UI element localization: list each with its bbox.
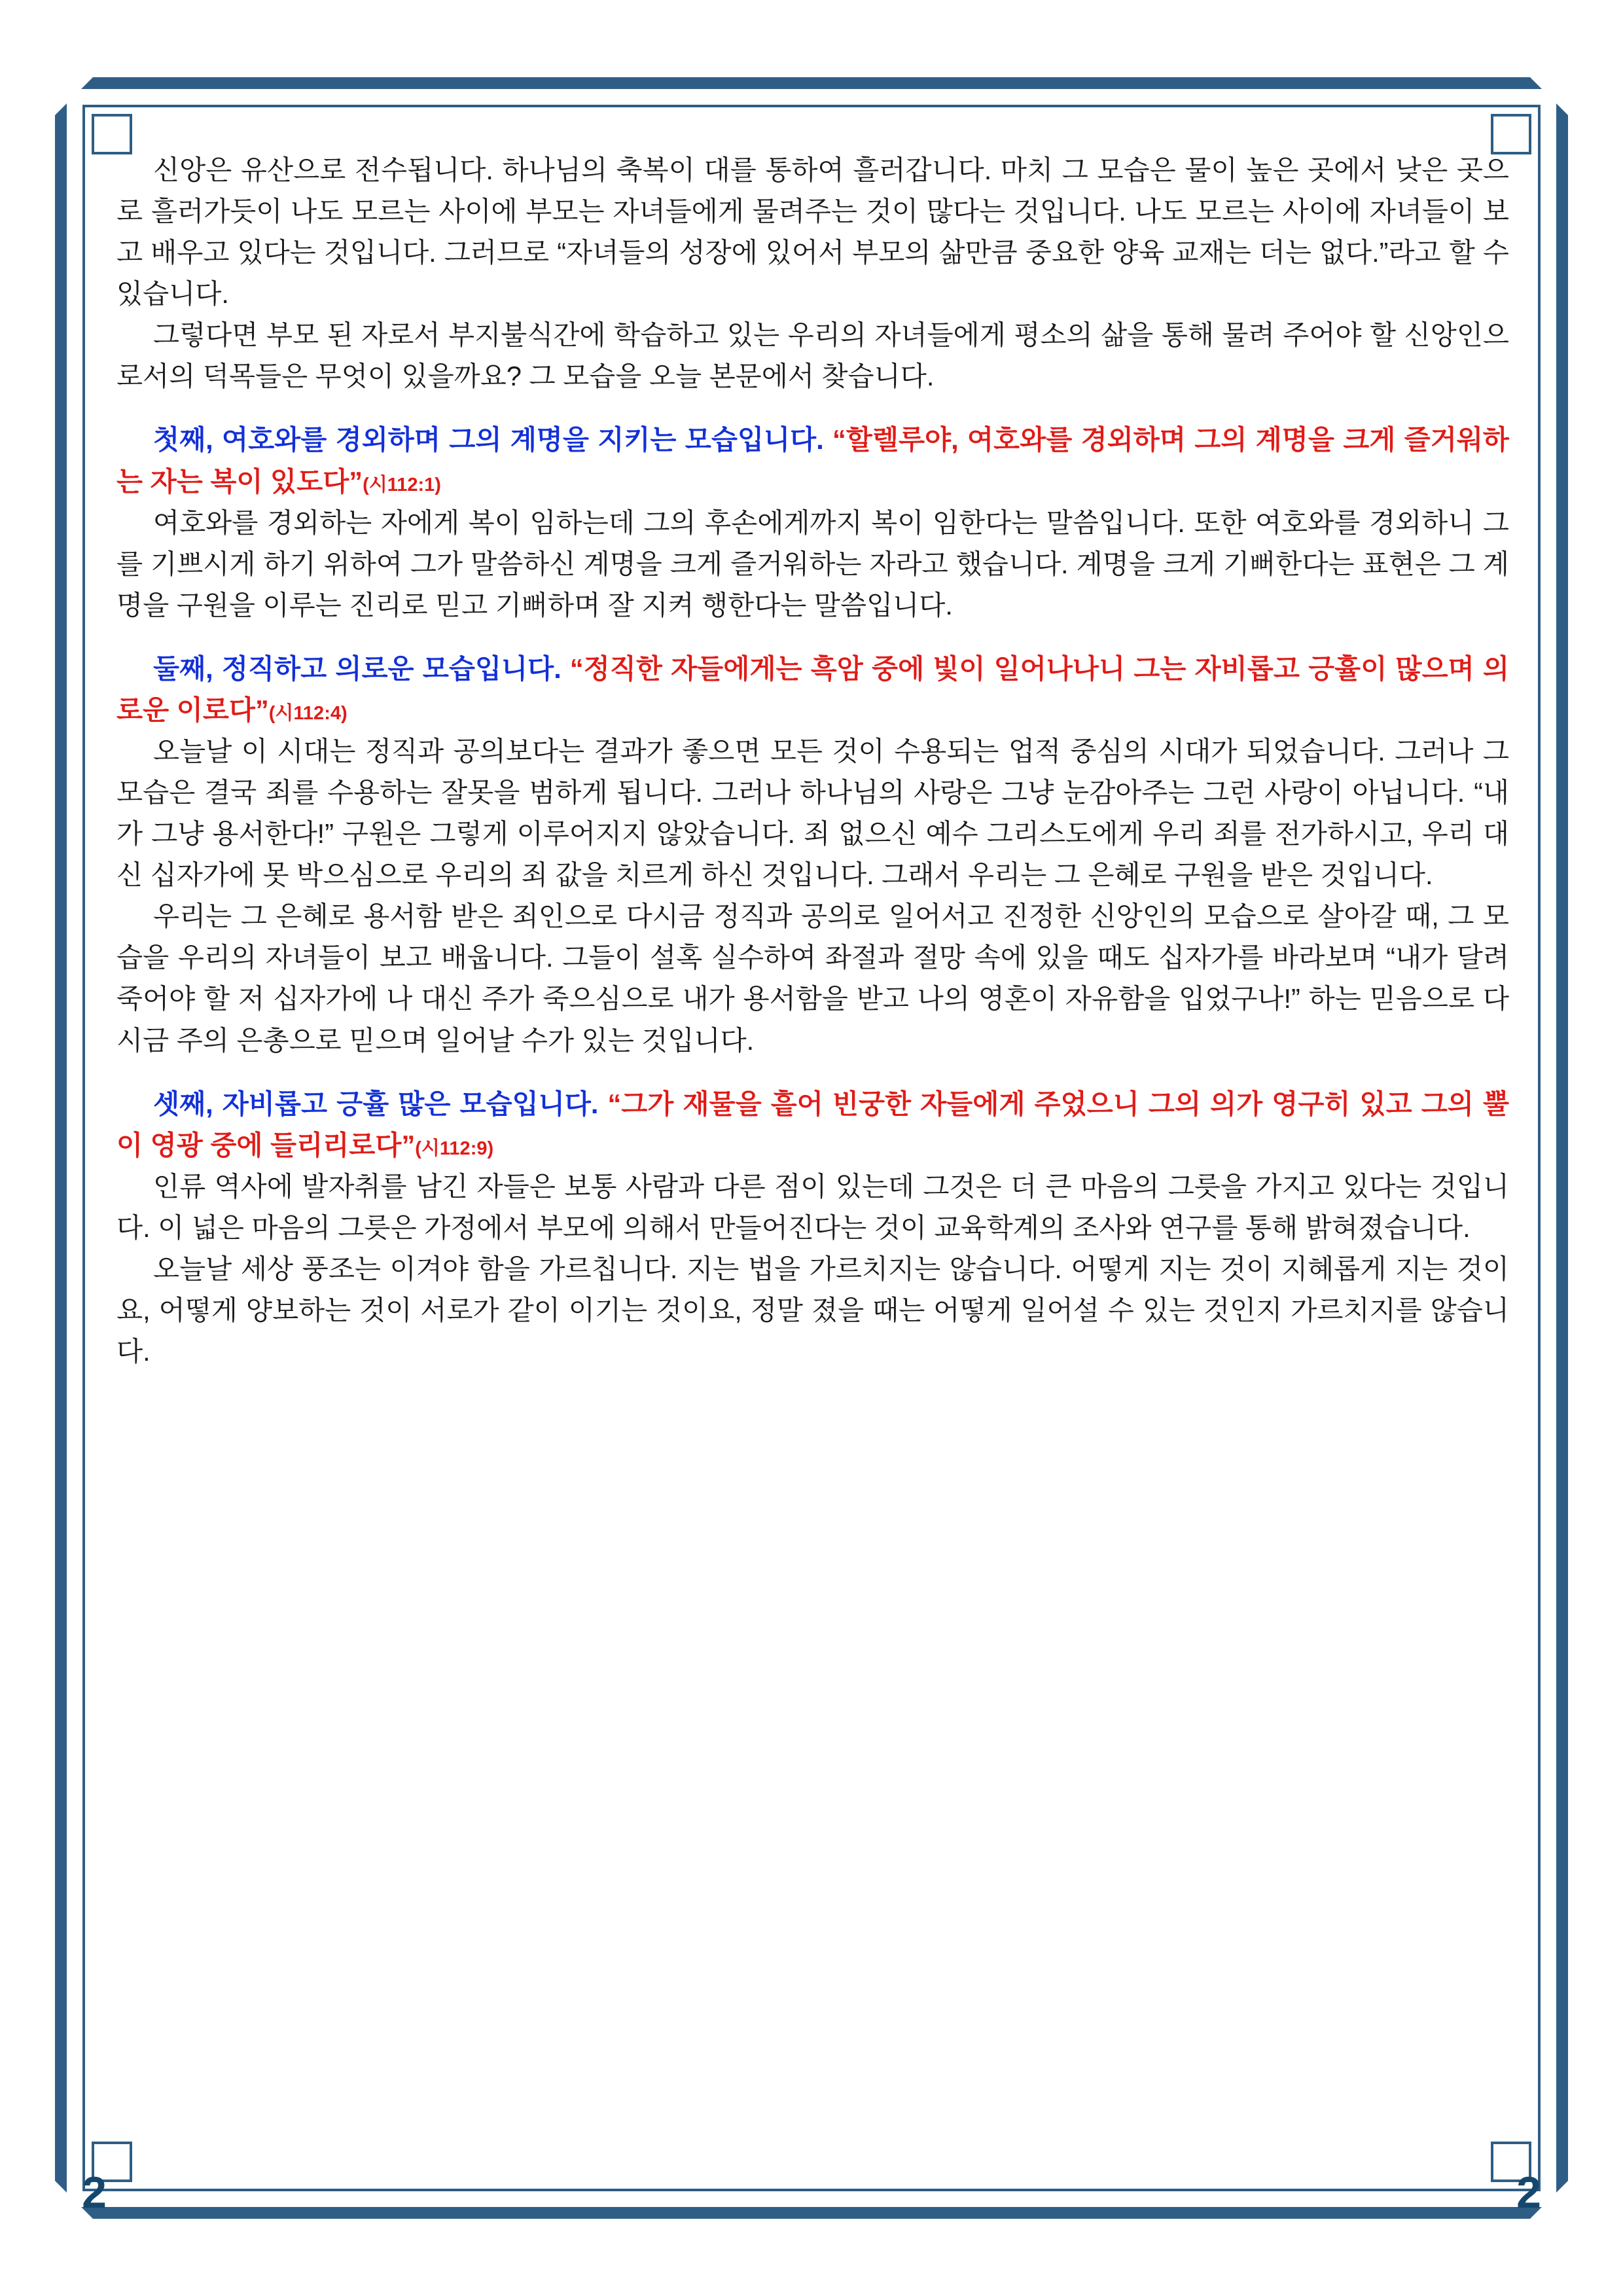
paragraph: 여호와를 경외하는 자에게 복이 임하는데 그의 후손에게까지 복이 임한다는 말씀입니다. 또한 여호와를 경외하니 그를 기쁘시게 하기 위하여 그가 말씀하신 계명을 크게 즐거워하는 자라고 했습니다. 계명을 크게 기뻐한다는 표현은 그 계명을 구원을 이루는 진리로 믿고 기뻐하며 잘 지켜 행한다는 말씀입니다. bbox=[116, 507, 1509, 620]
section-heading-third bbox=[116, 1083, 1509, 1166]
section-heading-first bbox=[116, 419, 1509, 501]
scripture-reference: (시112:4) bbox=[268, 702, 348, 724]
scripture-quote: “정직한 자들에게는 흑암 중에 빛이 일어나나니 그는 자비롭고 긍휼이 많으며 의로운 이로다” bbox=[116, 653, 1510, 725]
corner-wedge-top-right bbox=[1530, 77, 1568, 115]
paragraph: 오늘날 세상 풍조는 이겨야 함을 가르칩니다. 지는 법을 가르치지는 않습니다. 어떻게 지는 것이 지혜롭게 지는 것이요, 어떻게 양보하는 것이 서로가 같이 이기는 것이요, 정말 졌을 때는 어떻게 일어설 수 있는 것인지 가르치지를 않습니다. bbox=[116, 1253, 1509, 1367]
corner-wedge-top-left bbox=[55, 77, 93, 115]
spacer bbox=[116, 397, 1509, 419]
page-number-left: 2 bbox=[82, 2168, 107, 2217]
spacer bbox=[116, 1061, 1509, 1083]
paragraph: 그렇다면 부모 된 자로서 부지불식간에 학습하고 있는 우리의 자녀들에게 평소의 삶을 통해 물려 주어야 할 신앙인으로서의 덕목들은 무엇이 있을까요? 그 모습을 오늘 본문에서 찾습니다. bbox=[116, 319, 1509, 392]
scripture-quote: “그가 재물을 흩어 빈궁한 자들에게 주었으니 그의 의가 영구히 있고 그의 뿔이 영광 중에 들리리로다” bbox=[116, 1088, 1509, 1160]
spacer bbox=[116, 626, 1509, 648]
section-heading-second bbox=[116, 648, 1509, 730]
document-body bbox=[116, 149, 1509, 1372]
corner-ornament-top-right bbox=[1491, 114, 1531, 154]
paragraph: 우리는 그 은혜로 용서함 받은 죄인으로 다시금 정직과 공의로 일어서고 진정한 신앙인의 모습으로 살아갈 때, 그 모습을 우리의 자녀들이 보고 배웁니다. 그들이 설혹 실수하여 좌절과 절망 속에 있을 때도 십자가를 바라보며 “내가 달려 죽어야 할 저 십자가에 나 대신 주가 죽으심으로 내가 용서함을 받고 나의 영혼이 자유함을 입었구나!” 하는 믿음으로 다시금 주의 은총으로 믿으며 일어날 수가 있는 것입니다. bbox=[116, 901, 1509, 1056]
corner-ornament-top-left bbox=[92, 114, 132, 154]
heading-label: 셋째, 자비롭고 긍휼 많은 모습입니다. bbox=[153, 1088, 599, 1119]
paragraph: 인류 역사에 발자취를 남긴 자들은 보통 사람과 다른 점이 있는데 그것은 더 큰 마음의 그릇을 가지고 있다는 것입니다. 이 넓은 마음의 그릇은 가정에서 부모에 의해서 만들어진다는 것이 교육학계의 조사와 연구를 통해 밝혀졌습니다. bbox=[116, 1170, 1510, 1243]
paragraph: 오늘날 이 시대는 정직과 공의보다는 결과가 좋으면 모든 것이 수용되는 업적 중심의 시대가 되었습니다. 그러나 그 모습은 결국 죄를 수용하는 잘못을 범하게 됩니다. 그러나 하나님의 사랑은 그냥 눈감아주는 그런 사랑이 아닙니다. “내가 그냥 용서한다!” 구원은 그렇게 이루어지지 않았습니다. 죄 없으신 예수 그리스도에게 우리 죄를 전가하시고, 우리 대신 십자가에 못 박으심으로 우리의 죄 값을 치르게 하신 것입니다. 그래서 우리는 그 은혜로 구원을 받은 것입니다. bbox=[116, 736, 1509, 891]
scripture-reference: (시112:9) bbox=[415, 1138, 494, 1159]
scripture-quote: “할렐루야, 여호와를 경외하며 그의 계명을 크게 즐거워하는 자는 복이 있도다” bbox=[116, 424, 1509, 497]
scripture-reference: (시112:1) bbox=[363, 474, 441, 495]
paragraph: 신앙은 유산으로 전수됩니다. 하나님의 축복이 대를 통하여 흘러갑니다. 마치 그 모습은 물이 높은 곳에서 낮은 곳으로 흘러가듯이 나도 모르는 사이에 부모는 자녀들에게 물려주는 것이 많다는 것입니다. 나도 모르는 사이에 자녀들이 보고 배우고 있다는 것입니다. 그러므로 “자녀들의 성장에 있어서 부모의 삶만큼 중요한 양육 교재는 더는 없다.”라고 할 수 있습니다. bbox=[116, 154, 1509, 310]
page-number-right: 2 bbox=[1516, 2168, 1541, 2217]
heading-label: 첫째, 여호와를 경외하며 그의 계명을 지키는 모습입니다. bbox=[153, 424, 824, 456]
heading-label: 둘째, 정직하고 의로운 모습입니다. bbox=[153, 653, 562, 684]
